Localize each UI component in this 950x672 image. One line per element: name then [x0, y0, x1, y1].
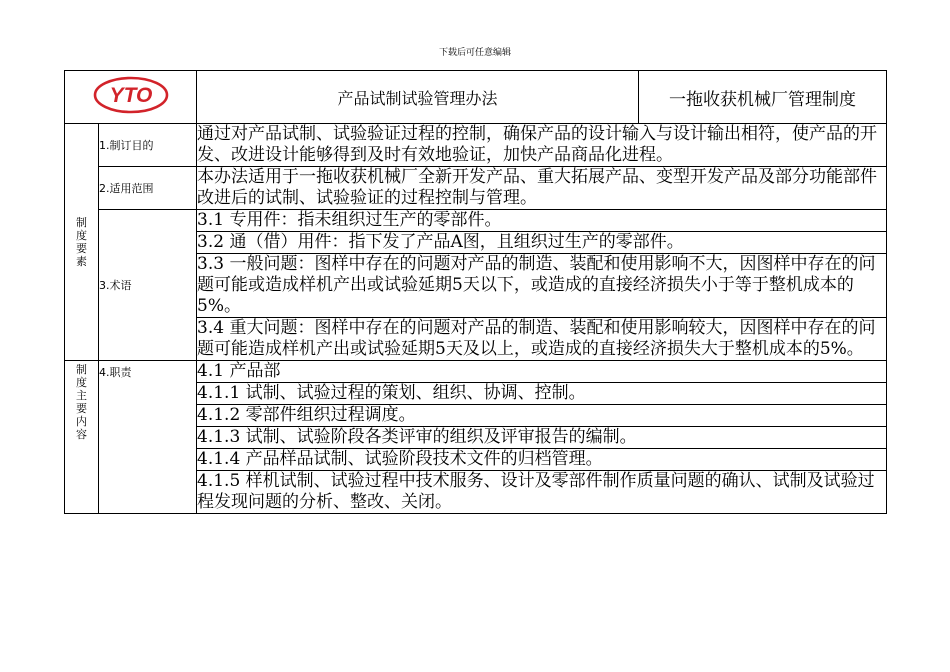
responsibility-item: 4.1.2 零部件组织过程调度。 — [197, 405, 887, 427]
row-purpose — [65, 124, 887, 167]
section-main-content — [65, 361, 99, 514]
logo-cell — [65, 71, 197, 124]
section-elements — [65, 124, 99, 361]
row-scope — [65, 167, 887, 210]
regulation-table — [64, 70, 887, 514]
organization-title: 一拖收获机械厂管理制度 — [639, 71, 887, 124]
row-label-responsibilities: 4.职责 — [99, 361, 197, 514]
responsibility-item: 4.1.5 样机试制、试验过程中技术服务、设计及零部件制作质量问题的确认、试制及试验过程发现问题的分析、整改、关闭。 — [197, 471, 887, 514]
responsibility-item: 4.1.1 试制、试验过程的策划、组织、协调、控制。 — [197, 383, 887, 405]
term-item: 3.3 一般问题：图样中存在的问题对产品的制造、装配和使用影响不大，因图样中存在的问题可能或造成样机产出或试验延期5天以下，或造成的直接经济损失小于等于整机成本的5%。 — [197, 254, 887, 318]
responsibility-item: 4.1 产品部 — [197, 361, 887, 383]
section-label-main-content: 制度主要内容 — [76, 363, 87, 441]
responsibility-item: 4.1.3 试制、试验阶段各类评审的组织及评审报告的编制。 — [197, 427, 887, 449]
header-row — [65, 71, 887, 124]
row-content-purpose: 通过对产品试制、试验验证过程的控制，确保产品的设计输入与设计输出相符，使产品的开发、改进设计能够得到及时有效地验证，加快产品商品化进程。 — [197, 124, 887, 167]
document-title: 产品试制试验管理办法 — [197, 71, 639, 124]
term-item: 3.1 专用件：指未组织过生产的零部件。 — [197, 210, 887, 232]
page-note: 下载后可任意编辑 — [438, 48, 511, 58]
responsibility-item: 4.1.4 产品样品试制、试验阶段技术文件的归档管理。 — [197, 449, 887, 471]
term-item: 3.2 通（借）用件：指下发了产品A图，且组织过生产的零部件。 — [197, 232, 887, 254]
row-label-scope: 2.适用范围 — [99, 167, 197, 210]
section-label-elements: 制度要素 — [76, 215, 87, 268]
yto-logo — [93, 76, 169, 114]
row-label-purpose: 1.制订目的 — [99, 124, 197, 167]
row-term-3-1 — [65, 210, 887, 232]
term-item: 3.4 重大问题：图样中存在的问题对产品的制造、装配和使用影响较大，因图样中存在的问题可能造成样机产出或试验延期5天及以上，或造成的直接经济损失大于整机成本的5%。 — [197, 318, 887, 361]
row-content-scope: 本办法适用于一拖收获机械厂全新开发产品、重大拓展产品、变型开发产品及部分功能部件改进后的试制、试验验证的过程控制与管理。 — [197, 167, 887, 210]
logo-text: YTO — [109, 84, 152, 107]
row-label-terms: 3.术语 — [99, 210, 197, 361]
row-resp-4-1 — [65, 361, 887, 383]
